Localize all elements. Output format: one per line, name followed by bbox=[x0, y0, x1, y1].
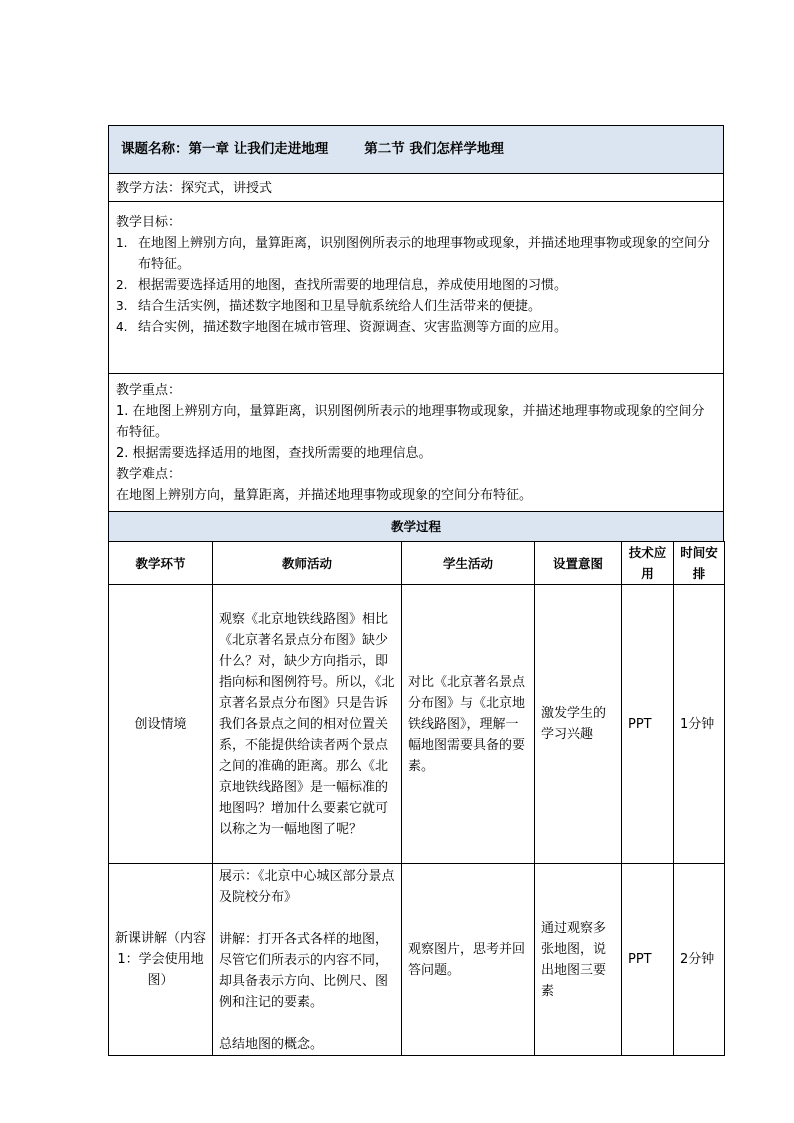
teacher-activity-cell: 观察《北京地铁线路图》相比《北京著名景点分布图》缺少什么？对，缺少方向指示，即指向标和图例符号。所以，《北京著名景点分布图》只是告诉我们各景点之间的相对位置关系，不能提供给读者两个景点之间的准确的距离。那么《北京地铁线路图》是一幅标准的地图吗？增加什么要素它就可以称之为一幅地图了呢？ bbox=[213, 585, 402, 864]
goal-item bbox=[116, 296, 717, 317]
time-cell: 2分钟 bbox=[674, 864, 725, 1056]
goal-number: 4. bbox=[116, 320, 128, 334]
student-activity-cell: 观察图片，思考并回答问题。 bbox=[402, 864, 535, 1056]
section-title: 第二节 我们怎样学地理 bbox=[364, 141, 504, 157]
teacher-activity-line: 讲解：打开各式各样的地图，尽管它们所表示的内容不同，却具备表示方向、比例尺、图例和注记的要素。 bbox=[219, 932, 389, 1010]
goal-number: 3. bbox=[116, 299, 128, 313]
student-activity-cell: 对比《北京著名景点分布图》与《北京地铁线路图》，理解一幅地图需要具备的要素。 bbox=[402, 585, 535, 864]
lesson-plan-table bbox=[108, 125, 724, 1056]
column-header: 技术应用 bbox=[622, 542, 674, 585]
goal-number: 1. bbox=[116, 236, 128, 250]
table-row bbox=[109, 585, 725, 864]
process-header-row bbox=[109, 542, 725, 585]
goal-number: 2. bbox=[116, 278, 128, 292]
column-header: 设置意图 bbox=[535, 542, 622, 585]
lesson-title-row bbox=[108, 125, 724, 173]
teaching-method: 教学方法：探究式，讲授式 bbox=[108, 173, 724, 201]
goal-text: 在地图上辨别方向，量算距离，识别图例所表示的地理事物或现象，并描述地理事物或现象的空间分布特征。 bbox=[138, 236, 711, 272]
key-points-heading: 教学重点： bbox=[116, 383, 182, 398]
column-header: 学生活动 bbox=[402, 542, 535, 585]
column-header: 时间安排 bbox=[674, 542, 725, 585]
teaching-goals bbox=[108, 201, 724, 373]
goal-item bbox=[116, 275, 717, 296]
time-cell: 1分钟 bbox=[674, 585, 725, 864]
stage-cell: 新课讲解（内容1：学会使用地图） bbox=[109, 864, 213, 1056]
difficulty-text: 在地图上辨别方向，量算距离，并描述地理事物或现象的空间分布特征。 bbox=[116, 488, 533, 503]
tech-cell: PPT bbox=[622, 585, 674, 864]
goals-heading: 教学目标： bbox=[116, 215, 182, 230]
tech-cell: PPT bbox=[622, 864, 674, 1056]
teacher-activity-line: 展示：《北京中心城区部分景点及院校分布》 bbox=[219, 869, 395, 905]
key-point-item: 2. 根据需要选择适用的地图，查找所需要的地理信息。 bbox=[116, 446, 432, 461]
goal-text: 根据需要选择适用的地图，查找所需要的地理信息，养成使用地图的习惯。 bbox=[138, 278, 568, 293]
goal-item bbox=[116, 233, 717, 275]
column-header: 教师活动 bbox=[213, 542, 402, 585]
teacher-activity-cell bbox=[213, 864, 402, 1056]
column-header: 教学环节 bbox=[109, 542, 213, 585]
table-row bbox=[109, 864, 725, 1056]
teacher-activity-line: 总结地图的概念。 bbox=[219, 1037, 324, 1052]
goal-item bbox=[116, 317, 717, 338]
stage-cell: 创设情境 bbox=[109, 585, 213, 864]
goal-text: 结合实例，描述数字地图在城市管理、资源调查、灾害监测等方面的应用。 bbox=[138, 320, 568, 335]
intent-cell: 通过观察多张地图，说出地图三要素 bbox=[535, 864, 622, 1056]
teaching-key-points bbox=[108, 373, 724, 511]
goal-text: 结合生活实例，描述数字地图和卫星导航系统给人们生活带来的便捷。 bbox=[138, 299, 542, 314]
process-table bbox=[108, 541, 725, 1056]
difficulty-heading: 教学难点： bbox=[116, 467, 182, 482]
process-heading: 教学过程 bbox=[108, 511, 724, 541]
intent-cell: 激发学生的学习兴趣 bbox=[535, 585, 622, 864]
key-point-item: 1. 在地图上辨别方向，量算距离，识别图例所表示的地理事物或现象，并描述地理事物或现象的空间分布特征。 bbox=[116, 404, 705, 440]
course-title: 课题名称：第一章 让我们走进地理 bbox=[121, 141, 329, 157]
